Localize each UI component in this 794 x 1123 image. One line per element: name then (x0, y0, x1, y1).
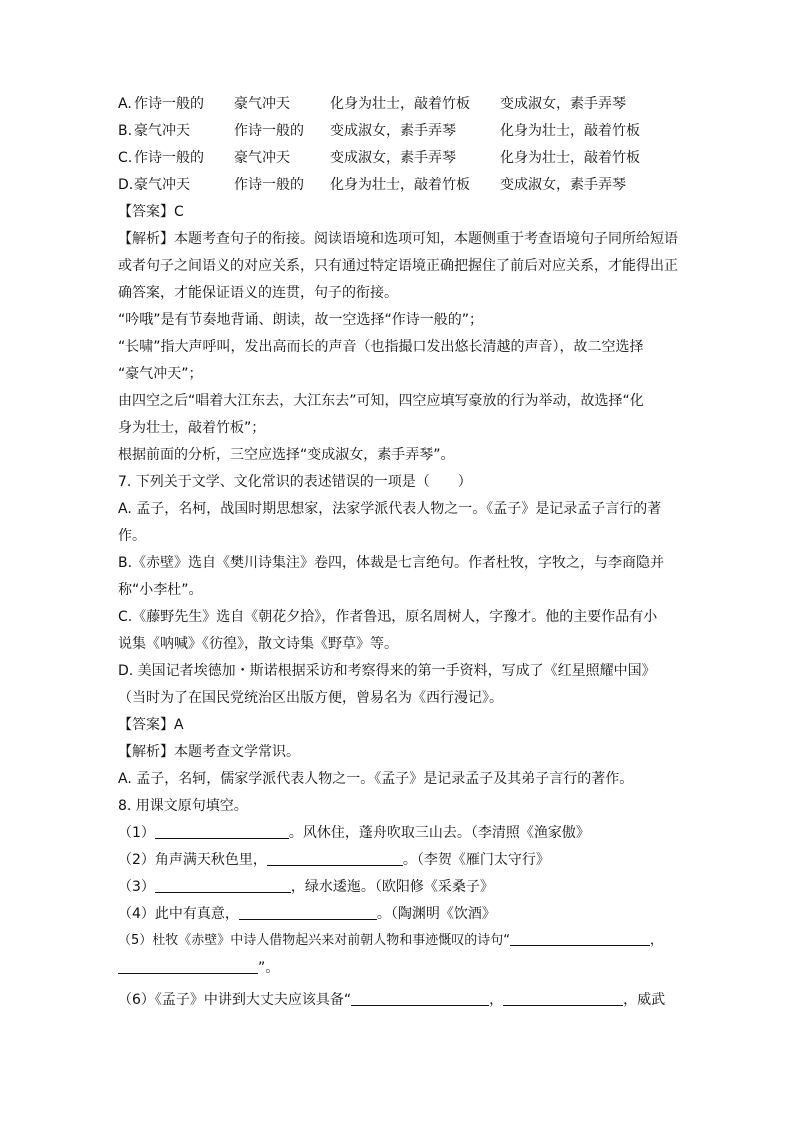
fill-blank[interactable] (351, 991, 489, 1006)
item-suffix: 。风休住，蓬舟吹取三山去。（李清照《渔家傲》 (288, 825, 590, 841)
q8-item-2 (118, 850, 550, 870)
item-suffix: 。（李贺《雁门太守行》 (402, 852, 550, 868)
option-text: 化身为壮士，敲着竹板 (500, 150, 640, 166)
q6-analysis-line: 身为壮士，敲着竹板”； (118, 420, 266, 436)
q7-stem: 7. 下列关于文学、文化常识的表述错误的一项是（ ） (118, 474, 472, 490)
q6-analysis-line: 确答案，才能保证语义的连贯，句子的衔接。 (118, 285, 398, 301)
q8-item-3 (118, 877, 494, 897)
option-text: 作诗一般的 (134, 96, 204, 112)
q6-analysis-line: “长啸”指大声呼叫，发出高而长的声音（也指撮口发出悠长清越的声音），故二空选择 (118, 339, 644, 355)
option-text: 豪气冲天 (134, 177, 190, 193)
item-prefix: （2）角声满天秋色里， (118, 852, 267, 868)
fill-blank[interactable] (510, 931, 650, 946)
q7-option-line: （当时为了在国民党统治区出版方便，曾易名为《西行漫记》。 (118, 690, 503, 706)
q8-item-4 (118, 904, 496, 924)
item-prefix: （3） (118, 879, 155, 895)
q8-item-1 (118, 823, 590, 843)
option-text: 豪气冲天 (234, 150, 290, 166)
item-prefix: （4）此中有真意， (118, 906, 239, 922)
option-text: 变成淑女，素手弄琴 (500, 96, 626, 112)
item-suffix: ，威武 (623, 992, 666, 1008)
option-text: 化身为壮士，敲着竹板 (500, 123, 640, 139)
q7-option-line: D. 美国记者埃德加・斯诺根据采访和考察得来的第一手资料，写成了《红星照耀中国》 (118, 663, 656, 679)
q6-analysis-line: 由四空之后“唱着大江东去，大江东去”可知，四空应填写豪放的行为举动，故选择“化 (118, 393, 644, 409)
option-text: B. (118, 123, 133, 139)
q8-item-5-continued (118, 958, 279, 978)
fill-blank[interactable] (239, 905, 377, 920)
option-text: 作诗一般的 (234, 177, 304, 193)
option-text: A. (118, 96, 132, 112)
fill-blank[interactable] (118, 959, 258, 974)
q7-analysis-line: A. 孟子，名轲，儒家学派代表人物之一。《孟子》是记录孟子及其弟子言行的著作。 (118, 771, 634, 787)
q8-stem: 8. 用课文原句填空。 (118, 798, 248, 814)
option-text: 豪气冲天 (134, 123, 190, 139)
fill-blank[interactable] (267, 851, 403, 866)
item-suffix: ， (650, 933, 664, 948)
q6-analysis-line: “吟哦”是有节奏地背诵、朗读，故一空选择“作诗一般的”； (118, 312, 484, 328)
q7-option-line: 称“小李杜”。 (118, 582, 203, 598)
q8-item-6 (118, 990, 665, 1010)
q7-option-line: C.《藤野先生》选自《朝花夕拾》，作者鲁迅，原名周树人，字豫才。他的主要作品有小 (118, 609, 658, 625)
item-prefix: （6）《孟子》中讲到大丈夫应该具备“ (118, 992, 352, 1008)
q7-option-line: A. 孟子，名柯，战国时期思想家，法家学派代表人物之一。《孟子》是记录孟子言行的著 (118, 501, 662, 517)
option-text: 变成淑女，素手弄琴 (500, 177, 626, 193)
q8-item-5 (118, 931, 663, 951)
option-text: D. (118, 177, 134, 193)
item-suffix: ，绿水逶迤。（欧阳修《采桑子》 (290, 879, 494, 895)
q7-analysis-line: 【解析】本题考查文学常识。 (118, 744, 300, 760)
fill-blank[interactable] (155, 824, 289, 839)
option-text: 豪气冲天 (234, 96, 290, 112)
q7-option-line: 说集《呐喊》《彷徨》，散文诗集《野草》等。 (118, 636, 398, 652)
option-text: 化身为壮士，敲着竹板 (330, 177, 470, 193)
q7-option-line: B.《赤壁》选自《樊川诗集注》卷四，体裁是七言绝句。作者杜牧，字牧之，与李商隐并 (118, 555, 665, 571)
q6-analysis-line: 或者句子之间语义的对应关系，只有通过特定语境正确把握住了前后对应关系，才能得出正 (118, 258, 678, 274)
item-prefix: （1） (118, 825, 155, 841)
q6-answer: 【答案】C (118, 204, 184, 220)
option-text: 化身为壮士，敲着竹板 (330, 96, 470, 112)
option-text: 作诗一般的 (134, 150, 204, 166)
item-suffix: ”。 (258, 960, 280, 976)
option-text: 变成淑女，素手弄琴 (330, 150, 456, 166)
q7-option-line: 作。 (118, 528, 146, 544)
item-suffix: 。（陶渊明《饮酒》 (376, 906, 496, 922)
q6-analysis-line: 根据前面的分析，三空应选择“变成淑女，素手弄琴”。 (118, 447, 455, 463)
option-text: C. (118, 150, 133, 166)
fill-blank[interactable] (155, 878, 291, 893)
item-prefix: （5）杜牧《赤壁》中诗人借物起兴来对前朝人物和事迹慨叹的诗句“ (118, 933, 511, 948)
option-text: 作诗一般的 (234, 123, 304, 139)
q6-analysis-line: 【解析】本题考查句子的衔接。阅读语境和选项可知，本题侧重于考查语境句子同所给短语 (118, 231, 678, 247)
option-text: 变成淑女，素手弄琴 (330, 123, 456, 139)
item-separator: ， (489, 992, 504, 1008)
q7-answer: 【答案】A (118, 717, 184, 733)
q6-analysis-line: “豪气冲天”； (118, 366, 203, 382)
fill-blank[interactable] (503, 991, 623, 1006)
